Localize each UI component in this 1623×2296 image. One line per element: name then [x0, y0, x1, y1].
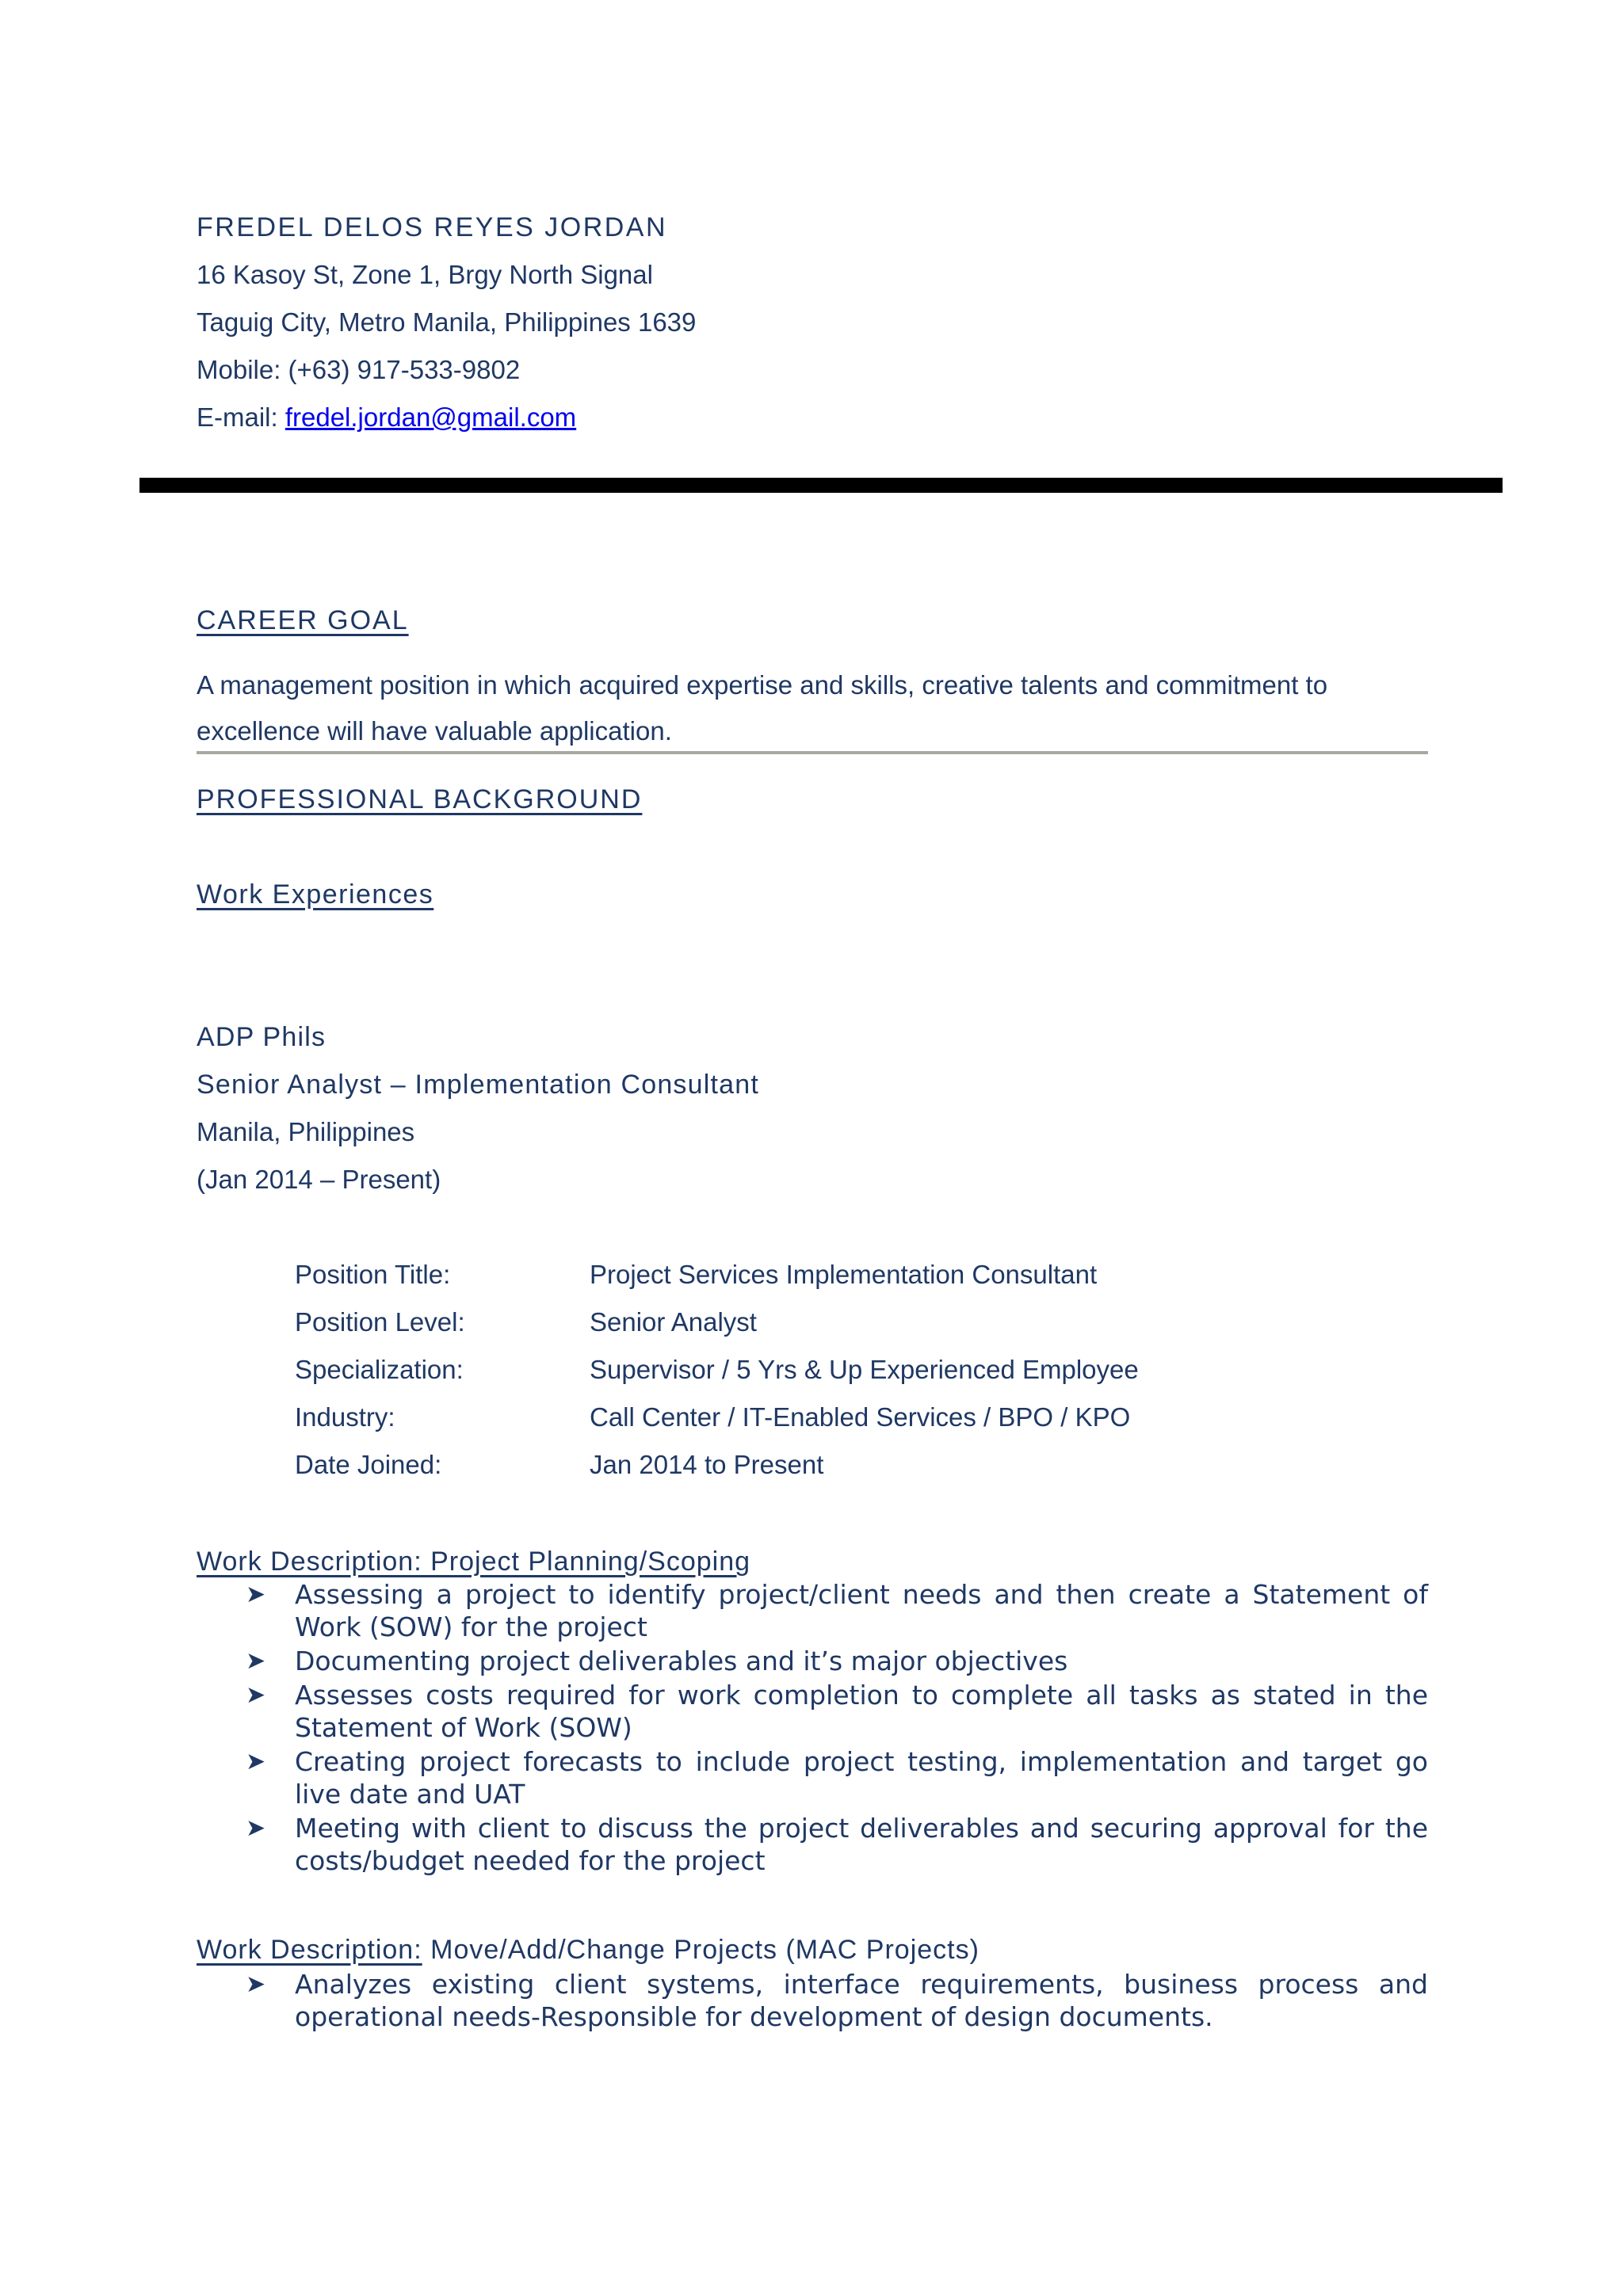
detail-label-position-title: Position Title: — [295, 1260, 451, 1289]
work-description-1-heading-text: Work Description: Project Planning/Scoping — [197, 1547, 751, 1577]
applicant-name: FREDEL DELOS REYES JORDAN — [197, 212, 668, 242]
work-description-2-heading-rest: Move/Add/Change Projects (MAC Projects) — [422, 1935, 980, 1965]
work-description-1-heading — [197, 1547, 750, 1577]
list-item-text: Creating project forecasts to include project testing, implementation and target go live date and UAT — [295, 1746, 1428, 1810]
section-divider — [197, 751, 1428, 754]
list-item-text: Assesses costs required for work completion to complete all tasks as stated in the Statement of Work (SOW) — [295, 1680, 1428, 1743]
arrow-bullet-icon: ➤ — [246, 1748, 266, 1775]
work-description-2-heading — [197, 1935, 980, 1966]
arrow-bullet-icon: ➤ — [246, 1681, 266, 1709]
detail-value-specialization: Supervisor / 5 Yrs & Up Experienced Employee — [590, 1355, 1139, 1384]
arrow-bullet-icon: ➤ — [246, 1581, 266, 1608]
header-divider — [139, 478, 1503, 493]
list-item — [244, 1679, 1428, 1744]
detail-label-industry: Industry: — [295, 1402, 395, 1432]
email-link[interactable]: fredel.jordan@gmail.com — [285, 402, 577, 432]
career-goal-title: CAREER GOAL — [197, 605, 409, 635]
list-item — [244, 1812, 1428, 1877]
detail-value-date-joined: Jan 2014 to Present — [590, 1450, 824, 1479]
detail-value-position-level: Senior Analyst — [590, 1307, 757, 1337]
career-goal-line-1: A management position in which acquired expertise and skills, creative talents and commitment to — [197, 670, 1328, 700]
work-description-1-list — [244, 1578, 1428, 1878]
job-location: Manila, Philippines — [197, 1117, 415, 1146]
list-item — [244, 1578, 1428, 1643]
detail-label-position-level: Position Level: — [295, 1307, 465, 1337]
address-line-1: 16 Kasoy St, Zone 1, Brgy North Signal — [197, 260, 653, 289]
work-experiences-title: Work Experiences — [197, 879, 434, 910]
list-item-text: Meeting with client to discuss the project deliverables and securing approval for the costs/budget needed for the project — [295, 1813, 1428, 1876]
detail-label-specialization: Specialization: — [295, 1355, 464, 1384]
arrow-bullet-icon: ➤ — [246, 1814, 266, 1842]
arrow-bullet-icon: ➤ — [246, 1970, 266, 1998]
detail-value-industry: Call Center / IT-Enabled Services / BPO / KPO — [590, 1402, 1131, 1432]
list-item — [244, 1745, 1428, 1810]
address-line-2: Taguig City, Metro Manila, Philippines 1639 — [197, 307, 697, 337]
work-description-2-heading-underlined: Work Description: — [197, 1935, 422, 1965]
professional-background-title: PROFESSIONAL BACKGROUND — [197, 784, 643, 814]
job-company: ADP Phils — [197, 1022, 327, 1052]
list-item — [244, 1645, 1428, 1677]
email-line — [197, 402, 576, 433]
career-goal-line-2: excellence will have valuable application. — [197, 716, 672, 746]
detail-label-date-joined: Date Joined: — [295, 1450, 442, 1479]
list-item-text: Analyzes existing client systems, interface requirements, business process and operational needs-Responsible for development of design documents. — [295, 1969, 1428, 2032]
list-item-text: Assessing a project to identify project/client needs and then create a Statement of Work (SOW) for the project — [295, 1579, 1428, 1642]
mobile-number: Mobile: (+63) 917-533-9802 — [197, 355, 521, 384]
detail-value-position-title: Project Services Implementation Consultant — [590, 1260, 1098, 1289]
arrow-bullet-icon: ➤ — [246, 1647, 266, 1675]
list-item — [244, 1968, 1428, 2033]
job-period: (Jan 2014 – Present) — [197, 1165, 441, 1194]
email-label: E-mail: — [197, 402, 285, 432]
work-description-2-list — [244, 1968, 1428, 2035]
job-title: Senior Analyst – Implementation Consultant — [197, 1070, 759, 1100]
list-item-text: Documenting project deliverables and it’s major objectives — [295, 1646, 1068, 1676]
